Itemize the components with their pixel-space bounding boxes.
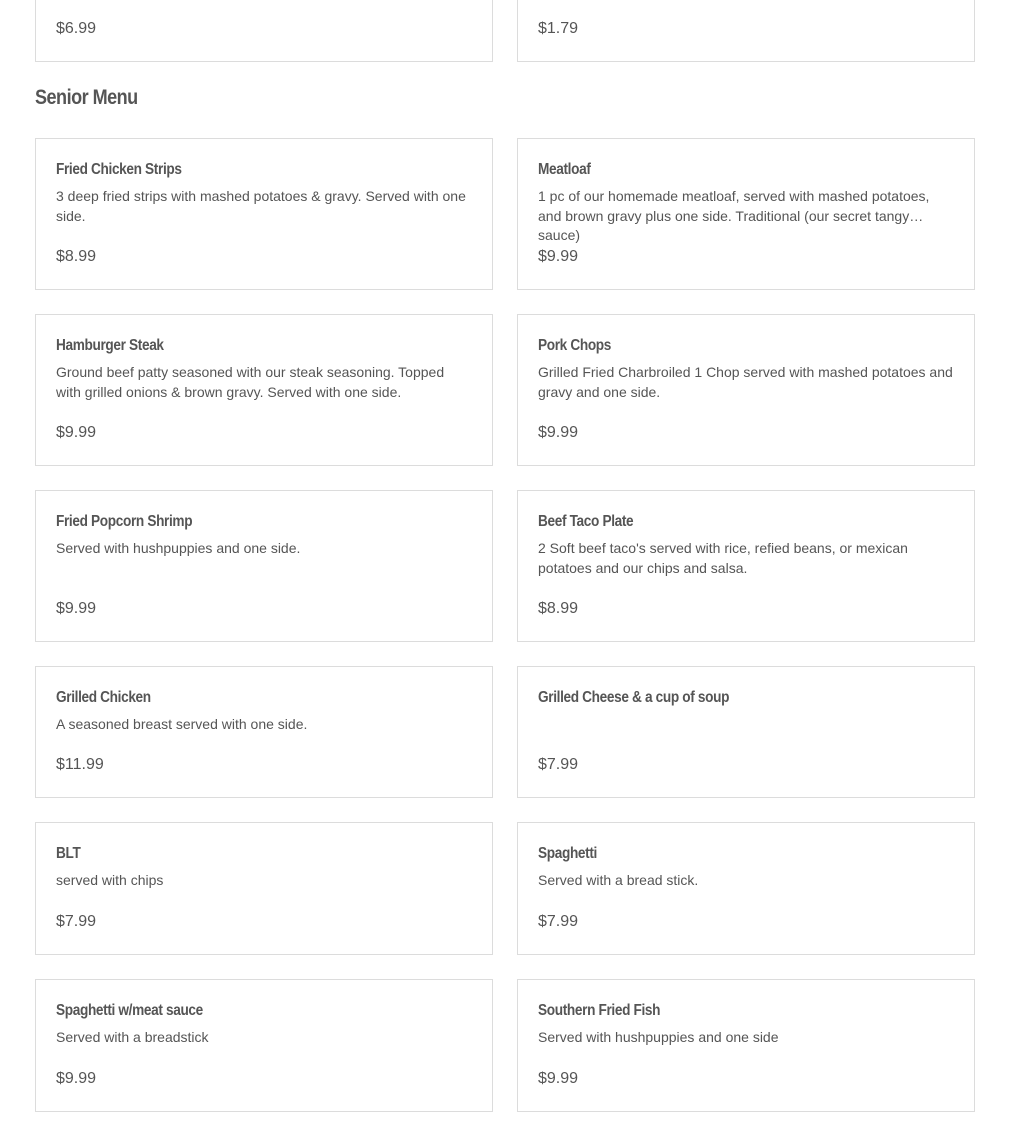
menu-item-card[interactable] (517, 138, 975, 290)
item-name: BLT (56, 845, 81, 862)
item-price: $8.99 (538, 600, 579, 617)
item-description (538, 715, 954, 735)
item-price: $9.99 (56, 424, 97, 441)
item-name: Spaghetti w/meat sauce (56, 1002, 203, 1019)
item-price: $9.99 (538, 1070, 579, 1087)
item-description: 2 Soft beef taco's served with rice, refied beans, or mexican potatoes and our chips and salsa. (538, 540, 908, 576)
item-name: Beef Taco Plate (538, 513, 634, 530)
item-name: Fried Popcorn Shrimp (56, 513, 193, 530)
menu-item-card[interactable] (35, 0, 493, 62)
menu-row (35, 314, 975, 466)
item-description: Ground beef patty seasoned with our steak seasoning. Topped with grilled onions & brown gravy. Served with one side. (56, 364, 445, 400)
item-description: Served with hushpuppies and one side. (56, 540, 301, 556)
item-price: $11.99 (56, 756, 104, 773)
menu-row (35, 666, 975, 798)
menu-item-card[interactable] (35, 979, 493, 1112)
menu-item-card[interactable] (517, 490, 975, 642)
menu-row (35, 138, 975, 290)
section-title-senior-menu: Senior Menu (35, 86, 138, 109)
menu-item-card[interactable] (517, 666, 975, 798)
item-name: Grilled Cheese & a cup of soup (538, 689, 730, 706)
item-price: $8.99 (56, 248, 97, 265)
item-description: 1 pc of our homemade meatloaf, served with mashed potatoes, and brown gravy plus one side. Traditional (our secret tangy sauce) (538, 188, 930, 243)
item-price: $9.99 (56, 1070, 97, 1087)
menu-item-card[interactable] (35, 314, 493, 466)
item-name: Spaghetti (538, 845, 597, 862)
item-description: Grilled Fried Charbroiled 1 Chop served with mashed potatoes and gravy and one side. (538, 364, 953, 400)
item-price: $7.99 (538, 913, 579, 930)
item-description: 3 deep fried strips with mashed potatoes & gravy. Served with one side. (56, 188, 466, 224)
item-name: Meatloaf (538, 161, 591, 178)
previous-section-row (35, 0, 975, 62)
item-price: $9.99 (56, 600, 97, 617)
item-description: Served with a bread stick. (538, 872, 699, 888)
item-price: $9.99 (538, 424, 579, 441)
item-description: Served with a breadstick (56, 1029, 209, 1045)
menu-row (35, 822, 975, 955)
item-name: Hamburger Steak (56, 337, 164, 354)
menu-item-card[interactable] (35, 822, 493, 955)
senior-menu-grid (35, 138, 975, 1136)
menu-item-card[interactable] (517, 979, 975, 1112)
menu-row (35, 490, 975, 642)
item-price: $7.99 (56, 913, 97, 930)
item-name: Southern Fried Fish (538, 1002, 661, 1019)
item-description: A seasoned breast served with one side. (56, 716, 308, 732)
item-name: Grilled Chicken (56, 689, 151, 706)
item-name: Fried Chicken Strips (56, 161, 182, 178)
item-description: Served with hushpuppies and one side (538, 1029, 779, 1045)
menu-item-card[interactable] (35, 666, 493, 798)
menu-item-card[interactable] (517, 822, 975, 955)
item-description: served with chips (56, 872, 164, 888)
item-price: $7.99 (538, 756, 579, 773)
menu-item-card[interactable] (517, 0, 975, 62)
menu-item-card[interactable] (35, 138, 493, 290)
item-price: $1.79 (538, 20, 579, 37)
item-name: Pork Chops (538, 337, 612, 354)
menu-item-card[interactable] (517, 314, 975, 466)
item-price: $6.99 (56, 20, 97, 37)
item-price: $9.99 (538, 248, 579, 265)
menu-item-card[interactable] (35, 490, 493, 642)
menu-row (35, 979, 975, 1112)
